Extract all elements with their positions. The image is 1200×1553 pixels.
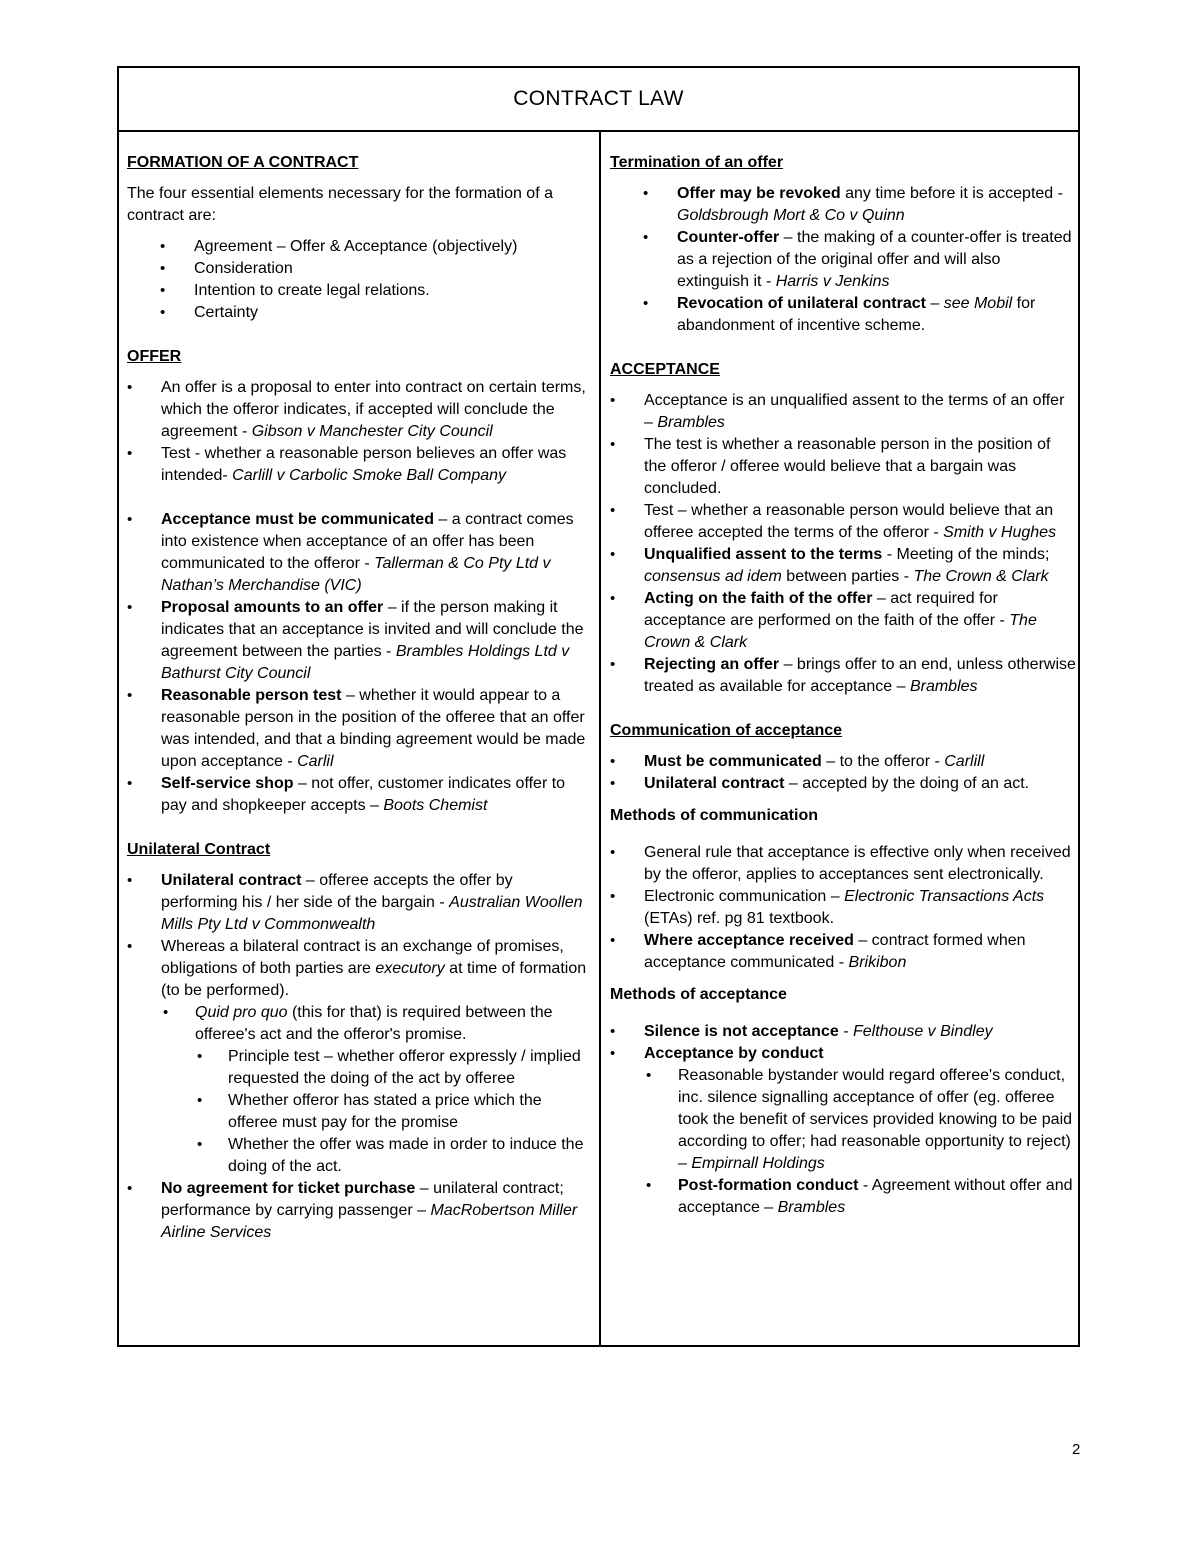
communication-list <box>610 751 1076 795</box>
list-item: • Acceptance must be communicated – a contract comes into existence when acceptance of an offer has been communicated to the offeror - Tallerman & Co Pty Ltd v Nathan’s Merchandise (VIC) <box>127 509 593 597</box>
list-item: • Where acceptance received – contract formed when acceptance communicated - Brikibon <box>610 930 1076 974</box>
case-name: Boots Chemist <box>383 797 488 814</box>
list-item: • Revocation of unilateral contract – see Mobil for abandonment of incentive scheme. <box>610 293 1076 337</box>
tests-list <box>195 1046 593 1178</box>
case-name: Brambles <box>777 1199 846 1216</box>
list-item: • Acting on the faith of the offer – act required for acceptance are performed on the faith of the offer - The Crown & Clark <box>610 588 1076 654</box>
methods-acceptance-heading: Methods of acceptance <box>610 986 787 1003</box>
case-name: Felthouse v Bindley <box>852 1023 993 1040</box>
case-name: The Crown & Clark <box>644 612 1037 651</box>
methods-communication-list <box>610 842 1076 974</box>
case-name: Brambles <box>909 678 978 695</box>
case-name: Carlill v Carbolic Smoke Ball Company <box>232 467 507 484</box>
elements-list <box>127 236 593 324</box>
case-name: Brikibon <box>848 954 907 971</box>
case-name: MacRobertson Miller Airline Services <box>161 1202 578 1241</box>
list-item: • Intention to create legal relations. <box>127 280 593 302</box>
case-name: Australian Woollen Mills Pty Ltd v Commonwealth <box>161 894 583 933</box>
page-title: CONTRACT LAW <box>119 68 1078 132</box>
acceptance-list <box>610 390 1076 698</box>
left-column <box>127 130 593 1345</box>
list-item: • Acceptance by conduct • Reasonable bystander would regard offeree's conduct, inc. silence signalling acceptance of offer (eg. offeree took the benefit of services provided knowing to be paid according to offer; had reasonable opportunity to reject) – Empirnall Holdings • Post-formation conduct - Agreement without offer and acceptance – Brambles <box>610 1043 1076 1219</box>
case-name: Goldsbrough Mort & Co v Quinn <box>677 207 905 224</box>
offer-heading: OFFER <box>127 348 182 365</box>
right-column <box>610 130 1076 1345</box>
unilateral-list <box>127 870 593 1244</box>
list-item: • The test is whether a reasonable person in the position of the offeror / offeree would believe that a bargain was concluded. <box>610 434 1076 500</box>
case-name: Smith v Hughes <box>943 524 1057 541</box>
methods-acceptance-list <box>610 1021 1076 1219</box>
acceptance-heading: ACCEPTANCE <box>610 361 720 378</box>
list-item: • Whether the offer was made in order to induce the doing of the act. <box>195 1134 593 1178</box>
case-name: Brambles Holdings Ltd v Bathurst City Council <box>161 643 570 682</box>
case-name: Harris v Jenkins <box>775 273 890 290</box>
communication-heading: Communication of acceptance <box>610 722 843 739</box>
termination-heading: Termination of an offer <box>610 154 784 171</box>
list-item: • Self-service shop – not offer, customer indicates offer to pay and shopkeeper accepts – Boots Chemist <box>127 773 593 817</box>
list-item: • Acceptance is an unqualified assent to the terms of an offer – Brambles <box>610 390 1076 434</box>
unilateral-heading: Unilateral Contract <box>127 841 271 858</box>
column-divider <box>599 130 601 1345</box>
list-item: • Silence is not acceptance - Felthouse v Bindley <box>610 1021 1076 1043</box>
list-item: • Test - whether a reasonable person believes an offer was intended- Carlill v Carbolic Smoke Ball Company <box>127 443 593 487</box>
list-item: • Consideration <box>127 258 593 280</box>
list-item: • No agreement for ticket purchase – unilateral contract; performance by carrying passenger – MacRobertson Miller Airline Services <box>127 1178 593 1244</box>
quid-pro-quo-list <box>161 1002 593 1178</box>
list-item: • Must be communicated – to the offeror - Carlill <box>610 751 1076 773</box>
case-name: Empirnall Holdings <box>691 1155 825 1172</box>
list-item: • Test – whether a reasonable person would believe that an offeree accepted the terms of the offeror - Smith v Hughes <box>610 500 1076 544</box>
offer-list-2 <box>127 509 593 817</box>
list-item: • General rule that acceptance is effective only when received by the offeror, applies to acceptances sent electronically. <box>610 842 1076 886</box>
list-item: • Reasonable person test – whether it would appear to a reasonable person in the position of the offeree that an offer was intended, and that a binding agreement would be made upon acceptance - Carlil <box>127 685 593 773</box>
list-item: • An offer is a proposal to enter into contract on certain terms, which the offeror indicates, if accepted will conclude the agreement - Gibson v Manchester City Council <box>127 377 593 443</box>
case-name: Carlill <box>944 753 985 770</box>
case-name: The Crown & Clark <box>913 568 1049 585</box>
case-name: Tallerman & Co Pty Ltd v Nathan’s Merchandise (VIC) <box>161 555 551 594</box>
list-item: • Whereas a bilateral contract is an exchange of promises, obligations of both parties are executory at time of formation (to be performed). • Quid pro quo (this for that) is required between the offeree's act and the offeror's promise. • Principle test – whether offeror expressly / implied requested the doing of the act by offeree • Whether offeror has stated a price which the offeree must pay for the promise • Whether the offer was made in order to induce the doing of the act. <box>127 936 593 1178</box>
list-item: • Whether offeror has stated a price which the offeree must pay for the promise <box>195 1090 593 1134</box>
list-item: • Counter-offer – the making of a counter-offer is treated as a rejection of the original offer and will also extinguish it - Harris v Jenkins <box>610 227 1076 293</box>
content-table <box>117 66 1080 1347</box>
list-item: • Offer may be revoked any time before it is accepted - Goldsbrough Mort & Co v Quinn <box>610 183 1076 227</box>
list-item: • Principle test – whether offeror expressly / implied requested the doing of the act by offeree <box>195 1046 593 1090</box>
offer-list <box>127 377 593 487</box>
conduct-list <box>644 1065 1076 1219</box>
case-name: Gibson v Manchester City Council <box>251 423 493 440</box>
list-item: • Reasonable bystander would regard offeree's conduct, inc. silence signalling acceptance of offer (eg. offeree took the benefit of services provided knowing to be paid according to offer; had reasonable opportunity to reject) – Empirnall Holdings <box>644 1065 1076 1175</box>
case-name: Carlil <box>297 753 334 770</box>
list-item: • Unilateral contract – offeree accepts the offer by performing his / her side of the bargain - Australian Woollen Mills Pty Ltd v Commonwealth <box>127 870 593 936</box>
methods-communication-heading: Methods of communication <box>610 807 818 824</box>
formation-heading: FORMATION OF A CONTRACT <box>127 154 359 171</box>
list-item: • Quid pro quo (this for that) is required between the offeree's act and the offeror's promise. • Principle test – whether offeror expressly / implied requested the doing of the act by offeree • Whether offeror has stated a price which the offeree must pay for the promise • Whether the offer was made in order to induce the doing of the act. <box>161 1002 593 1178</box>
list-item: • Unqualified assent to the terms - Meeting of the minds; consensus ad idem between parties - The Crown & Clark <box>610 544 1076 588</box>
list-item: • Rejecting an offer – brings offer to an end, unless otherwise treated as available for acceptance – Brambles <box>610 654 1076 698</box>
formation-intro: The four essential elements necessary for the formation of a contract are: <box>127 185 553 224</box>
termination-list <box>610 183 1076 337</box>
list-item: • Agreement – Offer & Acceptance (objectively) <box>127 236 593 258</box>
list-item: • Proposal amounts to an offer – if the person making it indicates that an acceptance is invited and will conclude the agreement between the parties - Brambles Holdings Ltd v Bathurst City Council <box>127 597 593 685</box>
page-number: 2 <box>1072 1441 1081 1458</box>
list-item: • Certainty <box>127 302 593 324</box>
list-item: • Unilateral contract – accepted by the doing of an act. <box>610 773 1076 795</box>
case-name: Brambles <box>657 414 725 431</box>
list-item: • Electronic communication – Electronic Transactions Acts (ETAs) ref. pg 81 textbook. <box>610 886 1076 930</box>
list-item: • Post-formation conduct - Agreement without offer and acceptance – Brambles <box>644 1175 1076 1219</box>
